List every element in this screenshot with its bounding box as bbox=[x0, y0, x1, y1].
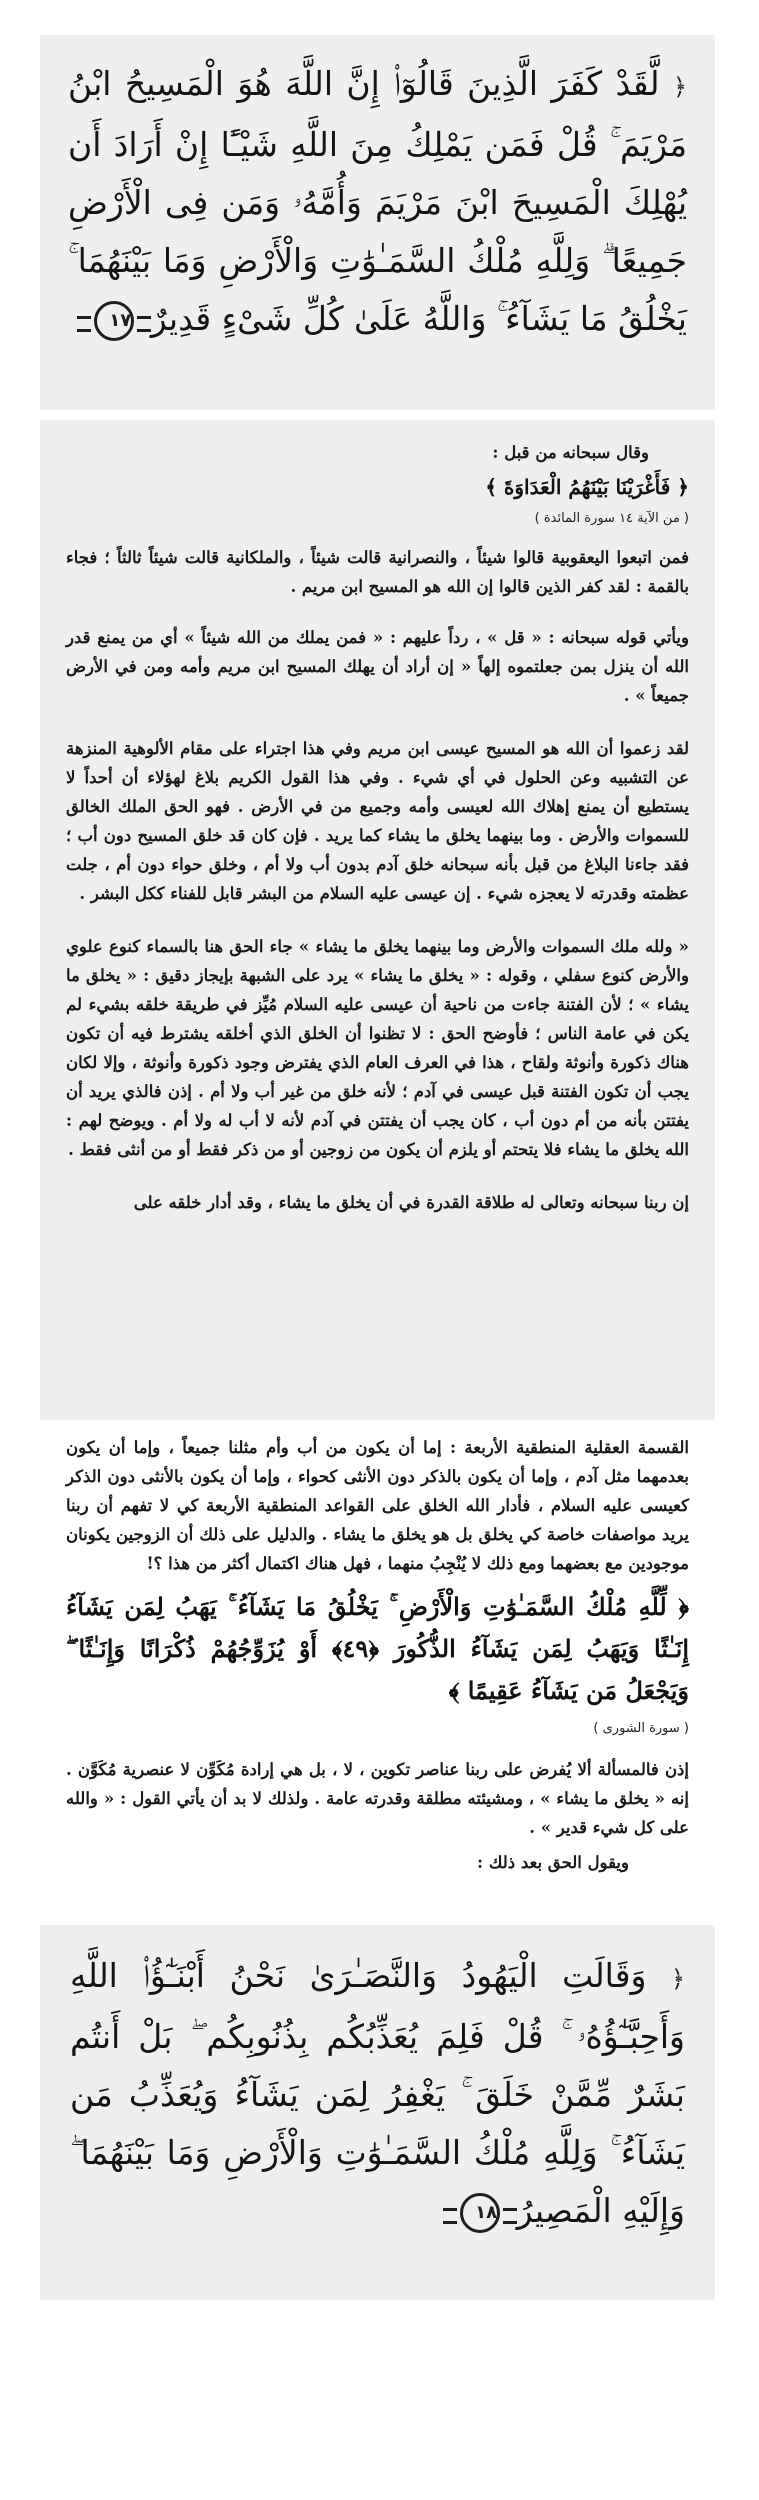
verse-number-18: ١٨ bbox=[460, 2193, 500, 2233]
section2-inline-verse: ﴿ لِّلَّهِ مُلْكُ السَّمَـٰوَٰتِ وَالْأَرْضِ ۚ يَخْلُقُ مَا يَشَآءُ ۚ يَهَبُ لِمَن يَشَآءُ إِنَـٰثًا وَيَهَبُ لِمَن يَشَآءُ الذُّكُورَ ﴿٤٩﴾ أَوْ يُزَوِّجُهُمْ ذُكْرَانًا وَإِنَـٰثًا ۖ وَيَجْعَلُ مَن يَشَآءُ عَقِيمًا ﴾ bbox=[66, 1592, 689, 1705]
section1-p4: « ولله ملك السموات والأرض وما بينهما يخلق ما يشاء » جاء الحق هنا بالسماء كنوع علوي والأرض كنوع سفلي ، وقوله : « يخلق ما يشاء » يرد على الشبهة بإيجاز دقيق : « يخلق ما يشاء » ؛ لأن الفتنة جاءت من ناحية أن عيسى عليه السلام مُيِّز في طريقة خلقه بشيء لم يكن في عامة الناس ؛ فأوضح الحق : لا تظنوا أن الخلق الذي أخلقه يشترط فيه أن تكون هناك ذكورة وأنوثة ولقاح ، هذا في العرف العام الذي يفترض وجود ذكورة وأنوثة ، وإلا لكان يجب أن تكون الفتنة قبل عيسى في آدم ؛ لأنه خلق من غير أب ولا أم . إذن فالذي يريد أن يفتتن بأنه من أم دون أب ، كان يجب أن يفتتن في آدم لأنه لا أب له ولا أم . ويوضح لهم : الله يخلق ما يشاء فلا يتحتم أو يلزم أن يكون من زوجين أو من ذكر فقط أو من أنثى فقط . bbox=[66, 937, 690, 1159]
verse-17-panel bbox=[40, 35, 715, 410]
section1-inline-verse: ﴿ فَأَغْرَيْنَا بَيْنَهُمُ الْعَدَاوَةَ ﴾ bbox=[485, 475, 689, 499]
verse-number-17: ١٧ bbox=[94, 301, 134, 341]
section2-p1: القسمة العقلية المنطقية الأربعة : إما أن يكون من أب وأم مثلنا جميعاً ، وإما أن يكون بعدمهما مثل آدم ، وإما أن يكون بالذكر دون الأنثى كحواء ، وإما أن يكون بالأنثى دون الذكر كعيسى عليه السلام ، فأدار الله الخلق على القواعد المنطقية الأربعة كي لا تفهم أن ربنا يريد مواصفات خاصة كي يخلق بل هو يخلق ما يشاء . والدليل على ذلك أن الزوجين يكونان موجودين مع بعضهما ومع ذلك لا يُنْجِبُ منهما ، فهل هناك اكتمال أكثر من هذا ؟! bbox=[66, 1438, 689, 1573]
section2-p2: إذن فالمسألة ألا يُفرض على ربنا عناصر تكوين ، لا ، بل هي إرادة مُكَوِّن لا عنصرية مُكَوَّن . إنه « يخلق ما يشاء » ، ومشيئته مطلقة وقدرته عامة . ولذلك لا بد أن يأتي القول : « والله على كل شيء قدير » . bbox=[66, 1760, 689, 1837]
verse-18-text: وَقَالَتِ الْيَهُودُ وَالنَّصَـٰرَىٰ نَحْنُ أَبْنَـٰٓؤُا۟ اللَّهِ وَأَحِبَّـٰٓؤُهُۥ ۚ قُلْ فَلِمَ يُعَذِّبُكُم بِذُنُوبِكُم ۖ بَلْ أَنتُم بَشَرٌ مِّمَّنْ خَلَقَ ۚ يَغْفِرُ لِمَن يَشَآءُ وَيُعَذِّبُ مَن يَشَآءُ ۚ وَلِلَّهِ مُلْكُ السَّمَـٰوَٰتِ وَالْأَرْضِ وَمَا بَيْنَهُمَا ۖ وَإِلَيْهِ الْمَصِيرُ bbox=[70, 1956, 685, 2230]
section2-p3: ويقول الحق بعد ذلك : bbox=[476, 1853, 629, 1872]
verse-17-text: لَّقَدْ كَفَرَ الَّذِينَ قَالُوٓا۟ إِنَّ اللَّهَ هُوَ الْمَسِيحُ ابْنُ مَرْيَمَ ۚ قُلْ فَمَن يَمْلِكُ مِنَ اللَّهِ شَيْـًٔا إِنْ أَرَادَ أَن يُهْلِكَ الْمَسِيحَ ابْنَ مَرْيَمَ وَأُمَّهُۥ وَمَن فِى الْأَرْضِ جَمِيعًا ۗ وَلِلَّهِ مُلْكُ السَّمَـٰوَٰتِ وَالْأَرْضِ وَمَا بَيْنَهُمَا ۚ يَخْلُقُ مَا يَشَآءُ ۚ وَاللَّهُ عَلَىٰ كُلِّ شَىْءٍ قَدِيرٌ bbox=[68, 64, 687, 338]
section1-verse-ref: ( من الآية ١٤ سورة المائدة ) bbox=[534, 511, 689, 526]
verse-17 bbox=[68, 55, 687, 348]
section1-p2: ويأتي قوله سبحانه : « قل » ، رداً عليهم : « فمن يملك من الله شيئاً » أي من يمنع قدر الله أن ينزل بمن جعلتموه إلهاً « إن أراد أن يهلك المسيح ابن مريم وأمه ومن في الأرض جميعاً » . bbox=[66, 628, 689, 705]
verse-open-ornament: ﴿ bbox=[672, 73, 687, 101]
section1-intro: وقال سبحانه من قبل : bbox=[492, 443, 649, 462]
section1-p3: لقد زعموا أن الله هو المسيح عيسى ابن مريم وفي هذا اجتراء على مقام الألوهية المنزهة عن التشبيه وعن الحلول في أي شيء . وفي هذا القول الكريم بلاغ لهؤلاء أن أحداً لا يستطيع أن يمنع إهلاك الله لعيسى وأمه وجميع من في الأرض . فهو الحق الملك الخالق للسموات والأرض . وما بينهما يخلق ما يشاء كما يريد . فإن كان قد خلق المسيح دون أب ؛ فقد جاءنا البلاغ من قبل بأنه سبحانه خلق آدم بدون أب ولا أم ، وخلق حواء دون أم ، جلت عظمته وقدرته لا يعجزه شيء . إن عيسى عليه السلام من البشر قابل للفناء ككل البشر . bbox=[66, 739, 689, 903]
section1-p1: فمن اتبعوا اليعقوبية قالوا شيئاً ، والنصرانية قالت شيئاً ، والملكانية قالت شيئاً ثالثاً ؛ فجاء بالقمة : لقد كفر الذين قالوا إن الله هو المسيح ابن مريم . bbox=[66, 548, 689, 596]
verse-18-panel bbox=[40, 1925, 715, 2300]
verse-open-ornament: ﴿ bbox=[670, 1965, 686, 1993]
section1-p5: إن ربنا سبحانه وتعالى له طلاقة القدرة في أن يخلق ما يشاء ، وقد أدار خلقه على bbox=[133, 1193, 689, 1212]
section2-verse-ref: ( سورة الشورى ) bbox=[593, 1721, 689, 1736]
commentary-section-2 bbox=[40, 1425, 715, 1915]
verse-18 bbox=[70, 1947, 685, 2240]
commentary-section-1 bbox=[40, 420, 715, 1420]
